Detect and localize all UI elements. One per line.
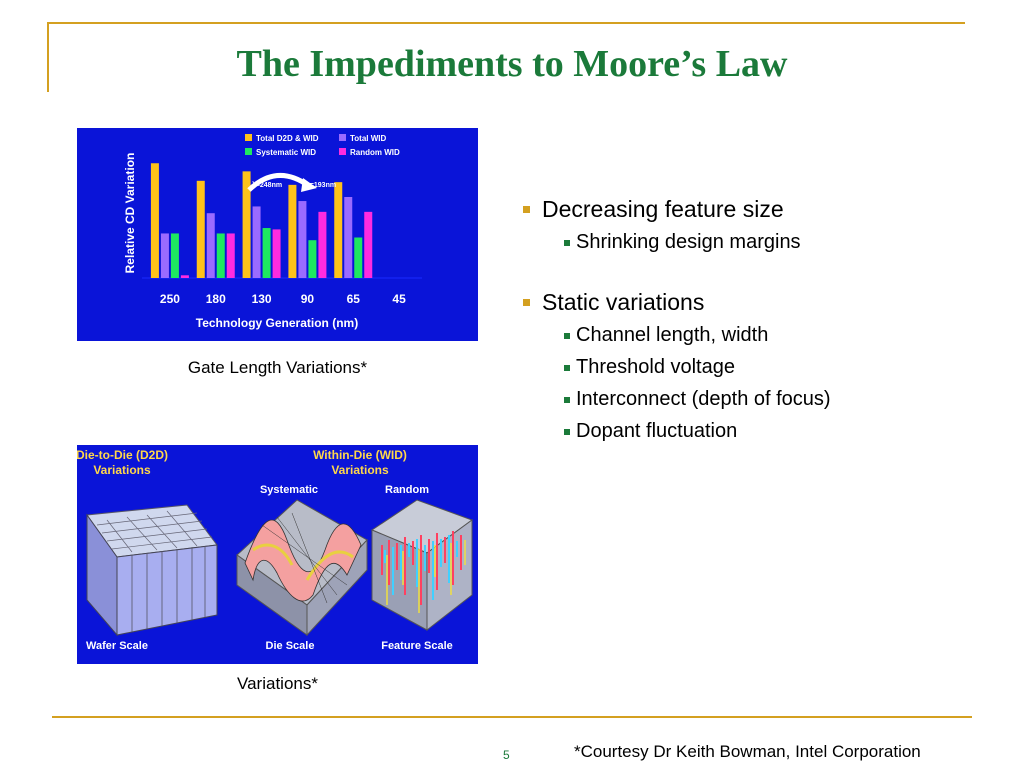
sub-bullet-item bbox=[521, 231, 1001, 254]
sub-bullet-text: Interconnect (depth of focus) bbox=[576, 388, 831, 410]
bar bbox=[364, 212, 372, 278]
sub-bullet-item bbox=[521, 324, 1001, 347]
sub-bullet-item bbox=[521, 356, 1001, 379]
chart-svg bbox=[77, 128, 478, 341]
die-scale-plot bbox=[237, 500, 367, 635]
label-feature-scale: Feature Scale bbox=[381, 640, 453, 652]
legend-swatch bbox=[339, 134, 346, 141]
bar bbox=[207, 213, 215, 278]
legend-label: Total WID bbox=[350, 134, 387, 143]
bar bbox=[197, 181, 205, 278]
legend-label: Random WID bbox=[350, 148, 400, 157]
legend-swatch bbox=[245, 134, 252, 141]
variations-caption: Variations* bbox=[237, 674, 318, 693]
bar bbox=[217, 233, 225, 278]
sub-bullet-square-icon bbox=[564, 240, 570, 246]
x-axis-label: Technology Generation (nm) bbox=[195, 316, 359, 330]
sub-bullet-text: Dopant fluctuation bbox=[576, 420, 738, 442]
sub-bullet-text: Threshold voltage bbox=[576, 356, 735, 378]
label-wafer-scale: Wafer Scale bbox=[86, 640, 148, 652]
gate-length-chart bbox=[77, 128, 478, 341]
bar bbox=[171, 233, 179, 278]
sub-bullet-square-icon bbox=[564, 333, 570, 339]
bar bbox=[151, 163, 159, 278]
feature-scale-plot bbox=[372, 500, 472, 630]
sub-bullet-item bbox=[521, 420, 1001, 443]
heading-wid-line1: Within-Die (WID) bbox=[313, 448, 407, 462]
heading-d2d-line1: Die-to-Die (D2D) bbox=[77, 448, 168, 462]
bar bbox=[181, 275, 189, 278]
bar bbox=[227, 233, 235, 278]
x-tick-label: 65 bbox=[346, 292, 360, 306]
bar bbox=[298, 201, 306, 278]
legend-swatch bbox=[339, 148, 346, 155]
sub-bullet-text: Shrinking design margins bbox=[576, 231, 801, 253]
label-die-scale: Die Scale bbox=[265, 640, 315, 652]
bar bbox=[273, 229, 281, 278]
sub-bullet-square-icon bbox=[564, 365, 570, 371]
x-tick-label: 180 bbox=[205, 292, 226, 306]
bullet-text: Decreasing feature size bbox=[542, 196, 784, 222]
heading-d2d-line2: Variations bbox=[93, 463, 151, 477]
x-tick-label: 45 bbox=[392, 292, 406, 306]
bar bbox=[308, 240, 316, 278]
bullet-item bbox=[521, 289, 1001, 316]
legend-label: Total D2D & WID bbox=[256, 134, 319, 143]
legend-label: Systematic WID bbox=[256, 148, 317, 157]
variations-svg bbox=[77, 445, 478, 664]
x-tick-label: 130 bbox=[251, 292, 272, 306]
bullet-text: Static variations bbox=[542, 289, 705, 315]
bullet-list bbox=[521, 196, 1001, 452]
arrow-label-248: λ=248nm bbox=[251, 182, 283, 189]
bar bbox=[288, 185, 296, 278]
wafer-scale-plot bbox=[87, 505, 217, 635]
bar bbox=[344, 197, 352, 278]
arrow-label-193: λ=193nm bbox=[305, 182, 337, 189]
slide-title: The Impediments to Moore’s Law bbox=[236, 43, 788, 85]
frame-bottom-rule bbox=[52, 716, 972, 718]
bar bbox=[263, 228, 271, 278]
x-tick-label: 90 bbox=[300, 292, 315, 306]
bullet-square-icon bbox=[523, 206, 530, 213]
chart-caption: Gate Length Variations* bbox=[187, 358, 368, 377]
frame-top-rule bbox=[47, 22, 965, 24]
label-random: Random bbox=[385, 484, 429, 496]
bullet-square-icon bbox=[523, 299, 530, 306]
legend-swatch bbox=[245, 148, 252, 155]
variations-figure bbox=[77, 445, 478, 664]
bar bbox=[334, 182, 342, 278]
sub-bullet-text: Channel length, width bbox=[576, 324, 769, 346]
heading-wid-line2: Variations bbox=[331, 463, 389, 477]
sub-bullet-square-icon bbox=[564, 429, 570, 435]
courtesy-note: *Courtesy Dr Keith Bowman, Intel Corporation bbox=[574, 742, 921, 761]
bar bbox=[161, 233, 169, 278]
bar bbox=[318, 212, 326, 278]
sub-bullet-item bbox=[521, 388, 1001, 411]
sub-bullet-square-icon bbox=[564, 397, 570, 403]
x-tick-label: 250 bbox=[159, 292, 180, 306]
label-systematic: Systematic bbox=[259, 484, 319, 496]
y-axis-label: Relative CD Variation bbox=[123, 152, 137, 274]
bar bbox=[354, 238, 362, 279]
bar bbox=[253, 206, 261, 278]
bullet-item bbox=[521, 196, 1001, 223]
page-number: 5 bbox=[503, 748, 510, 762]
